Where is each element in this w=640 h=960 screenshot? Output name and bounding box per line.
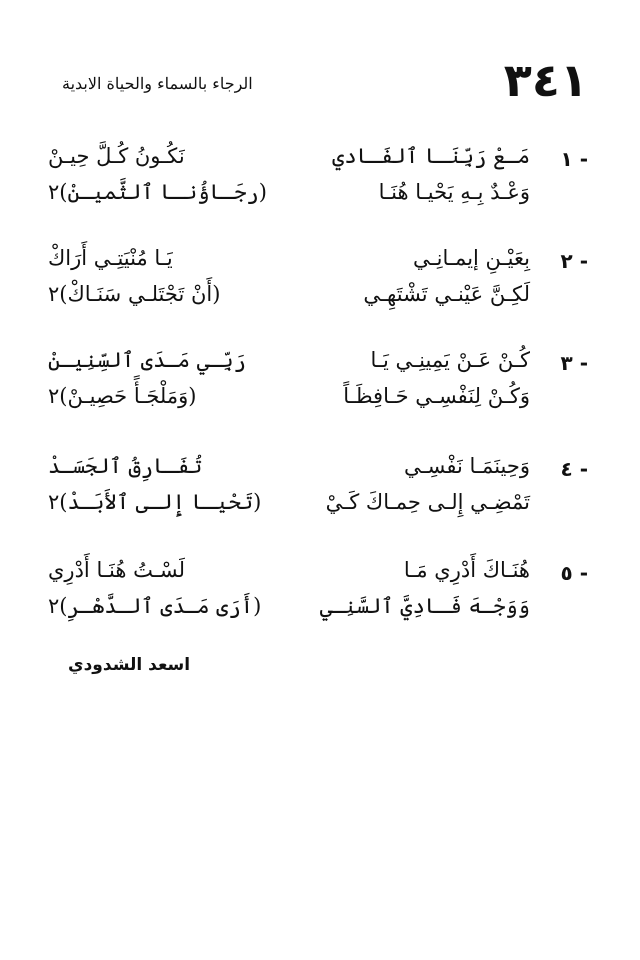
verse-line-1-hemistich-b: تُفَـارِقُ ٱلجَسَـدْ [48, 454, 203, 478]
page-number: ٣٤١ [503, 53, 588, 107]
verse-line-2-hemistich-b: (وَمَلْجَـأً حَصِيـنْ)٢ [48, 384, 197, 408]
verse-number: ٢ - [560, 249, 588, 273]
verse-line-2-hemistich-a: وَعْـدٌ بِـهِ يَحْيـا هُنَـا [378, 180, 530, 204]
verse-4 [48, 446, 588, 538]
verse-line-1-hemistich-a: هُنَـاكَ أَدْرِي مَـا [403, 558, 530, 582]
verse-number: ٤ - [560, 457, 588, 481]
verse-line-2-hemistich-a: تَمْضِـي إِلـى حِمـاكَ كَـيْ [325, 490, 530, 514]
verse-line-1-hemistich-b: يَـا مُنْيَتِـي أَرَاكْ [48, 246, 173, 270]
verse-line-1-hemistich-a: بِعَيْـنِ إيمـانِـي [413, 246, 530, 270]
verse-number: ٣ - [560, 351, 588, 375]
verse-line-2-hemistich-b: (أَنْ تَجْتَلـي سَنَـاكْ)٢ [48, 282, 221, 306]
verse-3 [48, 340, 588, 432]
verse-line-2-hemistich-b: (رجَـاؤُنـا ٱلثَّميـنْ)٢ [48, 180, 267, 204]
verse-line-1-hemistich-b: نَكُـونُ كُـلَّ حِيـنْ [48, 144, 185, 168]
author-name: اسعد الشدودي [68, 655, 191, 675]
verse-line-2-hemistich-a: لَكِـنَّ عَيْنـي تَشْتَهِـي [363, 282, 530, 306]
verse-5 [48, 550, 588, 642]
verse-line-2-hemistich-b: (أَرَى مَـدَى ٱلـدَّهْـرِ)٢ [48, 594, 262, 618]
verse-line-1-hemistich-a: وَحِينَمَـا نَفْسِـي [403, 454, 530, 478]
verse-number: ١ - [560, 147, 588, 171]
verse-number: ٥ - [560, 561, 588, 585]
verse-line-1-hemistich-a: كُـنْ عَـنْ يَمِينِـي يَـا [370, 348, 530, 372]
verse-line-2-hemistich-a: وَوَجْـهَ فَـادِيَّ ٱلسَّنِـي [319, 594, 530, 618]
verse-2 [48, 238, 588, 330]
verse-line-2-hemistich-a: وَكُـنْ لِنَفْسِـي حَـافِظَـاً [343, 384, 530, 408]
verse-1 [48, 136, 588, 228]
verse-line-2-hemistich-b: (تَحْيـا إِلـى ٱلأَبَـدْ)٢ [48, 490, 262, 514]
verse-line-1-hemistich-b: رَبِّـي مَـدَى ٱلسِّنِيـنْ [48, 348, 246, 372]
running-title: الرجاء بالسماء والحياة الابدية [62, 74, 253, 93]
verse-line-1-hemistich-b: لَسْـتُ هُنَـا أَدْرِي [48, 558, 185, 582]
verse-line-1-hemistich-a: مَـعْ رَبِّنَـا ٱلفَـادي [332, 144, 530, 168]
